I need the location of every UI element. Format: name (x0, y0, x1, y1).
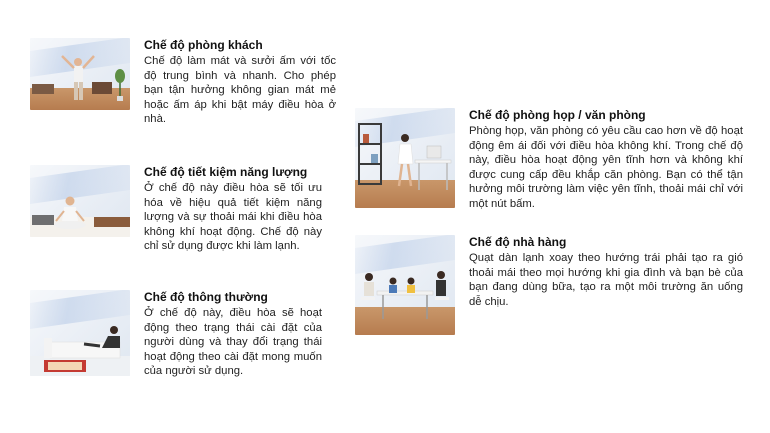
mode-card-living-room (30, 38, 335, 127)
office-desk-photo (355, 108, 455, 208)
mode-text (144, 165, 322, 254)
mode-title: Chế độ phòng khách (144, 38, 263, 52)
mode-text (469, 235, 743, 309)
family-dining-photo (355, 235, 455, 335)
mode-title: Chế độ nhà hàng (469, 235, 567, 249)
mode-card-energy-saving (30, 165, 335, 254)
mode-title: Chế độ thông thường (144, 290, 268, 304)
mode-text (144, 290, 322, 379)
mode-title: Chế độ phòng họp / văn phòng (469, 108, 646, 122)
mode-title: Chế độ tiết kiệm năng lượng (144, 165, 308, 179)
mode-card-office (355, 108, 770, 211)
mode-description: Quạt dàn lạnh xoay theo hướng trái phải tạo ra gió thoải mái theo mọi hướng khi gia đình và bạn bè của bạn đang dùng bữa, tạo ra một môi trường ăn uống dễ chịu. (469, 252, 743, 308)
mode-text (144, 38, 336, 127)
mode-description: Phòng họp, văn phòng có yêu cầu cao hơn về độ hoạt động êm ái đối với điều hòa không khí. Trong chế độ này, điều hòa hoạt động yên tĩnh hơn và không khí được cung cấp đều khắp căn phòng. Bạn có thể tận hưởng môi trường làm việc yên tĩnh, thoải mái chỉ với một nút bấm. (469, 125, 743, 210)
living-room-photo (30, 38, 130, 110)
mode-card-restaurant (355, 235, 770, 335)
mode-card-normal (30, 290, 335, 379)
mode-text (469, 108, 743, 211)
mode-description: Ở chế độ này, điều hòa sẽ hoạt động theo trạng thái cài đặt của người dùng và thay đổi trạng thái hoạt động theo cài đặt mong muốn của người sử dụng. (144, 307, 322, 377)
meditation-photo (30, 165, 130, 237)
mode-description: Ở chế độ này điều hòa sẽ tối ưu hóa về hiệu quả tiết kiệm năng lượng và sự thoải mái khi điều hòa không khí hoạt động. Chế độ này chỉ sử dụng được khi làm lạnh. (144, 182, 322, 252)
reading-sofa-photo (30, 290, 130, 376)
mode-description: Chế độ làm mát và sưởi ấm với tốc độ trung bình và nhanh. Cho phép bạn tận hưởng không gian mát mẻ hoặc ấm áp khi bật máy điều hòa ở nhà. (144, 55, 336, 125)
